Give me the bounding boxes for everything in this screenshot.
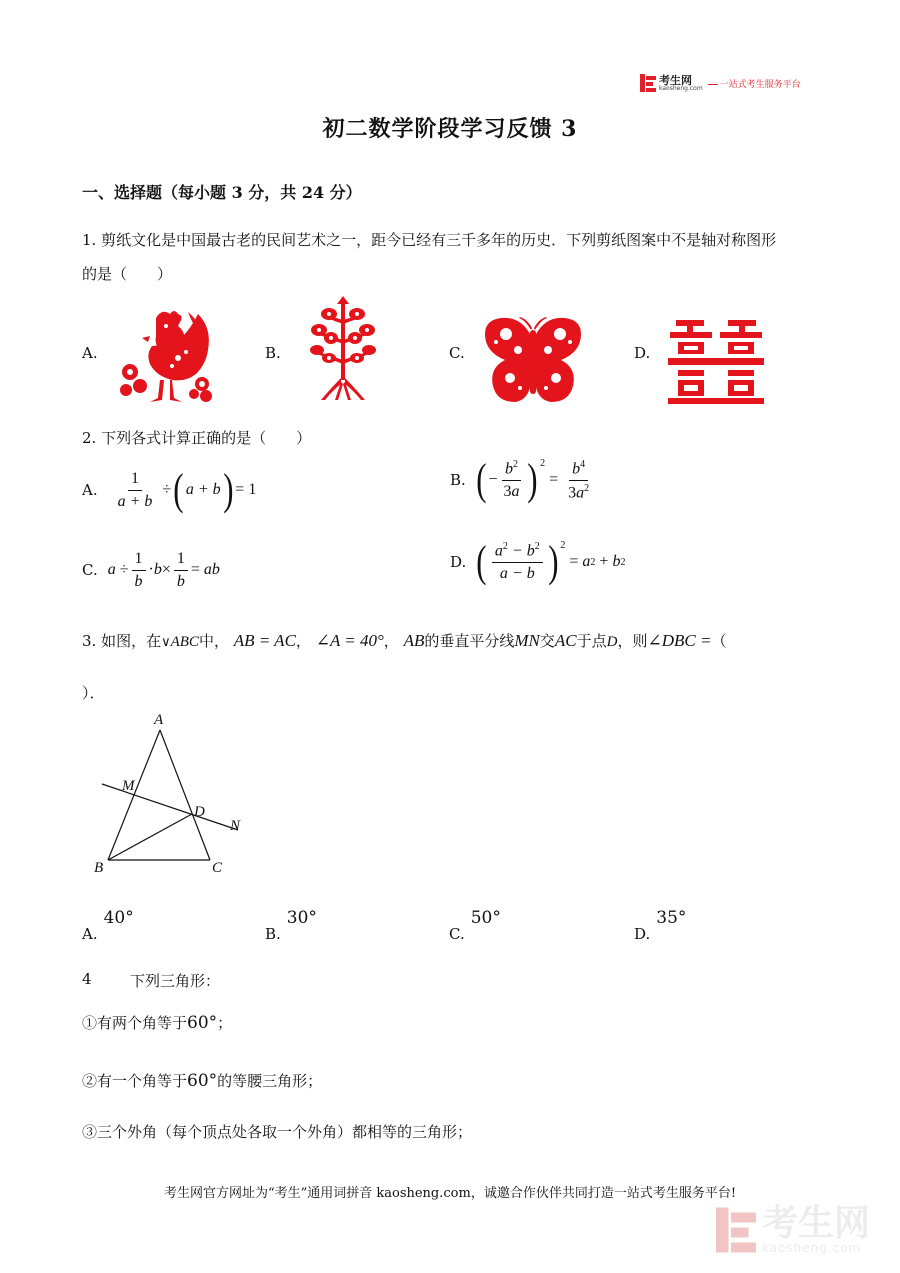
label-m: M [122, 778, 135, 794]
q1-option-a-label: A. [82, 344, 98, 362]
tree-birds-papercut-icon [303, 294, 383, 402]
q3-triangle-figure [92, 708, 252, 880]
q2-option-c-label: C. [82, 561, 98, 580]
q4-item-3: ③三个外角（每个顶点处各取一个外角）都相等的三角形； [82, 1123, 473, 1141]
label-b: B [94, 860, 104, 876]
q4-number: 4 [82, 970, 92, 988]
q2-option-b [450, 455, 595, 504]
header-brand [640, 72, 801, 94]
q4-stem: 下列三角形： [130, 972, 221, 990]
watermark-logo-icon [716, 1206, 756, 1254]
watermark-text: 考生网 [762, 1203, 871, 1244]
q2-option-b-expr: ( − $\frac{b^2}{3a}$ ) $^2$ = $\frac{b^4}{3a^2}$ [475, 455, 590, 504]
q1-stem-line1: 1. 剪纸文化是中国最古老的民间艺术之一，距今已经有三千多年的历史．下列剪纸图案中不是轴对称图形 [82, 231, 777, 249]
label-n: N [230, 818, 241, 834]
q4-item-1: ①有两个角等于60°； [82, 1013, 233, 1033]
q2-option-b-label: B. [450, 471, 466, 489]
q2-option-d-label: D. [450, 553, 467, 571]
q3-option-d: D.35° [634, 908, 687, 943]
butterfly-papercut-icon [484, 316, 582, 404]
segment-bd [108, 814, 192, 860]
brand-domain: kaosheng.com [659, 84, 703, 92]
q1-option-c-label: C. [449, 344, 465, 362]
page-title: 初二数学阶段学习反馈 3 [322, 116, 578, 142]
q3-stem-line2: ）． [82, 684, 105, 702]
brand-name: 考生网 [659, 73, 692, 87]
q4-item-2: ②有一个角等于60°的等腰三角形； [82, 1071, 323, 1091]
watermark [716, 1203, 871, 1255]
segment-ac [160, 730, 210, 860]
double-happiness-papercut-icon [668, 320, 764, 404]
q2-stem: 2. 下列各式计算正确的是（ ） [82, 429, 312, 447]
q2-option-c-expr: a ÷ $\frac{1}{b}$ · b × $\frac{1}{b}$ = ab [107, 550, 220, 590]
q2-option-d-expr: ( $\frac{a^2 - b^2}{a - b}$ ) $^2$ = a 2 + b 2 [476, 537, 626, 586]
q3-stem-line1: 3. 如图，在∨ABC中， AB = AC， ∠A = 40°， AB的垂直平分线MN交AC于点D，则∠DBC =（ [82, 631, 727, 650]
watermark-domain: kaosheng.com [762, 1241, 862, 1255]
footer-text: 考生网官方网址为“考生”通用词拼音 kaosheng.com，诚邀合作伙伴共同打造一站式考生服务平台! [163, 1186, 737, 1201]
kaosheng-logo-icon [640, 74, 656, 92]
label-d: D [194, 804, 205, 820]
section-heading: 一、选择题（每小题 3 分，共 24 分） [82, 183, 362, 202]
q2-option-a-label: A. [82, 481, 98, 499]
q2-option-a [82, 465, 257, 514]
q3-option-b: B.30° [265, 908, 317, 943]
label-c: C [212, 860, 223, 876]
rooster-papercut-icon [116, 306, 216, 404]
q1-option-b-label: B. [265, 344, 281, 362]
brand-slogan: 一站式考生服务平台 [708, 77, 801, 90]
q2-option-a-expr: $\frac{1}{a + b}$ ÷ ( a + b ) = 1 [117, 465, 257, 514]
q1-option-d-label: D. [634, 344, 651, 362]
q3-option-a: A.40° [82, 908, 134, 943]
q2-option-c [82, 550, 220, 590]
q3-option-c: C.50° [449, 908, 501, 943]
q2-option-d [450, 537, 626, 586]
label-a: A [154, 712, 164, 728]
q1-stem-line2: 的是（ ） [82, 265, 173, 283]
